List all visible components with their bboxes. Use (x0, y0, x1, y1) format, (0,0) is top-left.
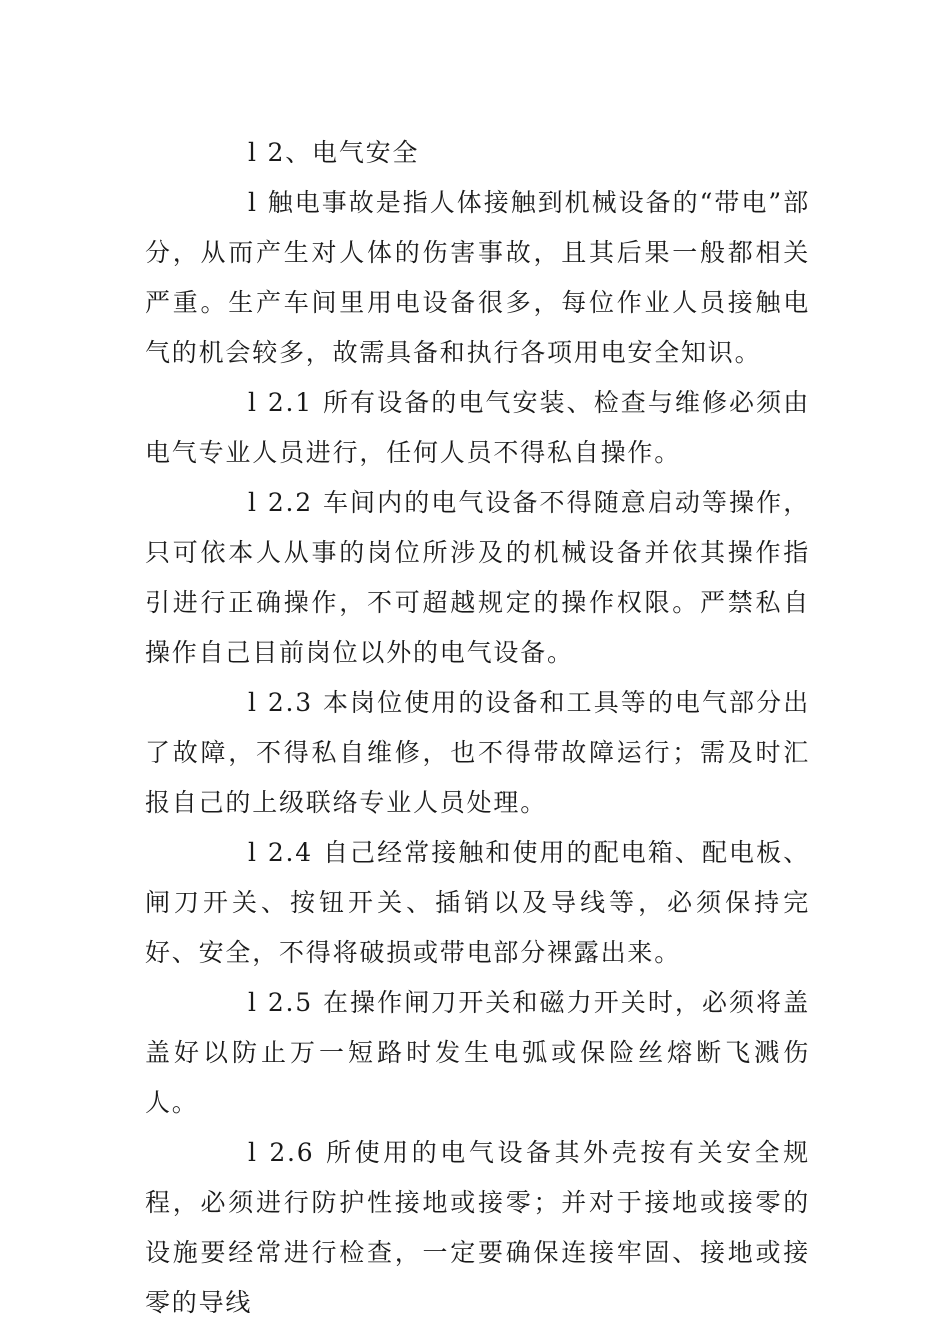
paragraph-2-5: l 2.5 在操作闸刀开关和磁力开关时，必须将盖盖好以防止万一短路时发生电弧或保险丝熔断飞溅伤人。 (145, 988, 810, 1117)
paragraph-intro: l 触电事故是指人体接触到机械设备的“带电”部分，从而产生对人体的伤害事故，且其后果一般都相关严重。生产车间里用电设备很多，每位作业人员接触电气的机会较多，故需具备和执行各项用电安全知识。 (145, 188, 810, 367)
paragraph-2-6: l 2.6 所使用的电气设备其外壳按有关安全规程，必须进行防护性接地或接零；并对于接地或接零的设施要经常进行检查，一定要确保连接牢固、接地或接零的导线 (145, 1138, 810, 1317)
document-body (145, 128, 810, 1328)
paragraph-2-2: l 2.2 车间内的电气设备不得随意启动等操作，只可依本人从事的岗位所涉及的机械设备并依其操作指引进行正确操作，不可超越规定的操作权限。严禁私自操作自己目前岗位以外的电气设备。 (145, 488, 810, 667)
section-heading: l 2、电气安全 (248, 138, 420, 167)
paragraph-2-3: l 2.3 本岗位使用的设备和工具等的电气部分出了故障，不得私自维修，也不得带故障运行；需及时汇报自己的上级联络专业人员处理。 (145, 688, 810, 817)
paragraph-2-1: l 2.1 所有设备的电气安装、检查与维修必须由电气专业人员进行，任何人员不得私自操作。 (145, 388, 810, 467)
paragraph-2-4: l 2.4 自己经常接触和使用的配电箱、配电板、闸刀开关、按钮开关、插销以及导线等，必须保持完好、安全，不得将破损或带电部分裸露出来。 (145, 838, 810, 967)
